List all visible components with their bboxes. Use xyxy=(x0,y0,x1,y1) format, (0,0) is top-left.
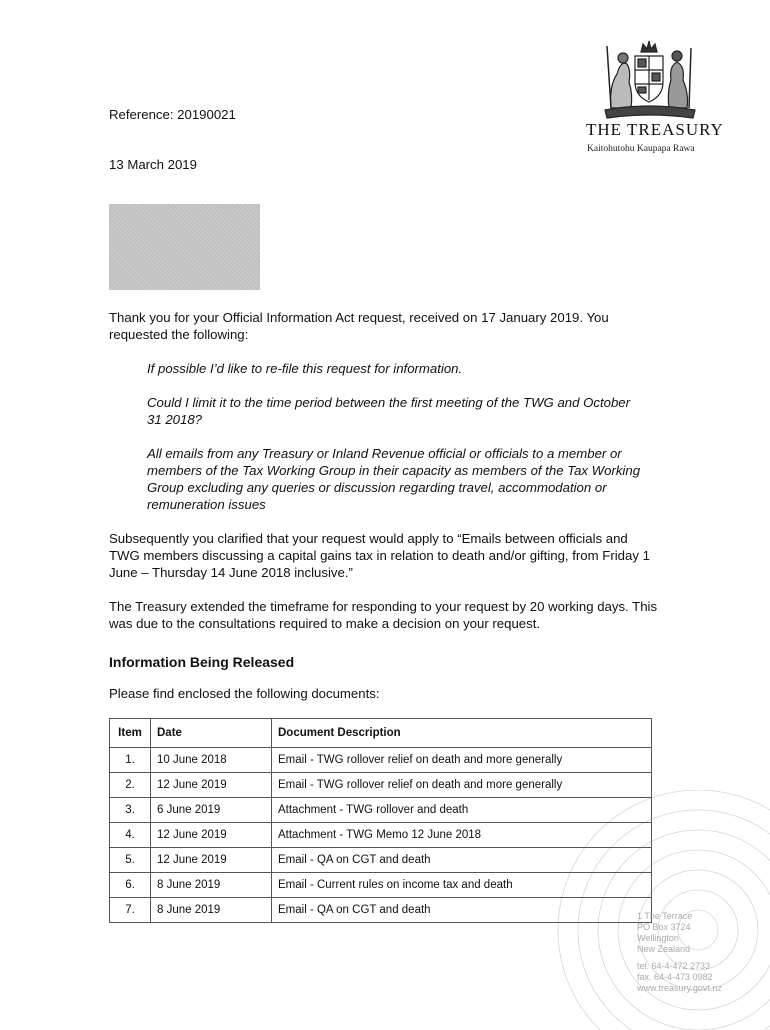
item-date: 8 June 2019 xyxy=(151,873,272,898)
item-date: 12 June 2019 xyxy=(151,823,272,848)
section-heading: Information Being Released xyxy=(109,654,295,670)
intro-paragraph: Thank you for your Official Information Act request, received on 17 January 2019. You requested the following: xyxy=(109,310,609,342)
item-description: Email - TWG rollover relief on death and more generally xyxy=(272,748,652,773)
clarification-paragraph: Subsequently you clarified that your request would apply to “Emails between officials and TWG members discussing a capital gains tax in relation to death and/or gifting, from Friday 1 June – Thursday 14 June 2018 inclusive.” xyxy=(109,531,650,580)
reference-number: Reference: 20190021 xyxy=(109,107,236,122)
item-description: Email - TWG rollover relief on death and more generally xyxy=(272,773,652,798)
column-header-item: Item xyxy=(110,719,151,748)
request-quote-1: If possible I’d like to re-file this request for information. xyxy=(147,361,463,376)
item-description: Attachment - TWG rollover and death xyxy=(272,798,652,823)
column-header-description: Document Description xyxy=(272,719,652,748)
request-quote-3: All emails from any Treasury or Inland Revenue official or officials to a member or members of the Tax Working Group in their capacity as members of the Tax Working Group excluding any queries or discussion regarding travel, accommodation or remuneration issues xyxy=(147,446,641,512)
footer-line: 1 The Terrace xyxy=(637,911,693,921)
item-date: 8 June 2019 xyxy=(151,898,272,923)
item-description: Email - Current rules on income tax and death xyxy=(272,873,652,898)
item-number: 6. xyxy=(110,873,151,898)
footer-line: New Zealand xyxy=(637,944,691,954)
footer-address xyxy=(637,911,722,994)
org-subtitle: Kaitohutohu Kaupapa Rawa xyxy=(587,144,695,154)
footer-line: PO Box 3724 xyxy=(637,922,691,932)
footer-line: tel. 64-4-472 2733 xyxy=(637,961,711,971)
enclosed-intro: Please find enclosed the following documents: xyxy=(109,686,380,701)
table-row xyxy=(110,773,652,798)
table-row xyxy=(110,798,652,823)
item-number: 4. xyxy=(110,823,151,848)
item-date: 10 June 2018 xyxy=(151,748,272,773)
footer-line: fax. 64-4-473 0982 xyxy=(637,972,713,982)
item-date: 12 June 2019 xyxy=(151,773,272,798)
letter-date: 13 March 2019 xyxy=(109,157,197,172)
org-name: THE TREASURY xyxy=(586,120,724,139)
table-row xyxy=(110,848,652,873)
item-number: 3. xyxy=(110,798,151,823)
extension-paragraph: The Treasury extended the timeframe for responding to your request by 20 working days. This was due to the consultations required to make a decision on your request. xyxy=(109,599,658,631)
item-description: Attachment - TWG Memo 12 June 2018 xyxy=(272,823,652,848)
item-number: 7. xyxy=(110,898,151,923)
documents-table xyxy=(109,718,652,923)
footer-line: Wellington xyxy=(637,933,679,943)
redacted-block xyxy=(109,204,260,290)
table-row xyxy=(110,748,652,773)
column-header-date: Date xyxy=(151,719,272,748)
item-number: 1. xyxy=(110,748,151,773)
item-description: Email - QA on CGT and death xyxy=(272,898,652,923)
item-number: 2. xyxy=(110,773,151,798)
table-row xyxy=(110,873,652,898)
table-header-row xyxy=(110,719,652,748)
table-row xyxy=(110,898,652,923)
item-date: 12 June 2019 xyxy=(151,848,272,873)
coat-of-arms-icon xyxy=(597,38,701,120)
footer-line: www.treasury.govt.nz xyxy=(637,983,722,993)
item-date: 6 June 2019 xyxy=(151,798,272,823)
item-number: 5. xyxy=(110,848,151,873)
table-row xyxy=(110,823,652,848)
request-quote-2: Could I limit it to the time period between the first meeting of the TWG and October 31 2018? xyxy=(147,395,631,427)
item-description: Email - QA on CGT and death xyxy=(272,848,652,873)
